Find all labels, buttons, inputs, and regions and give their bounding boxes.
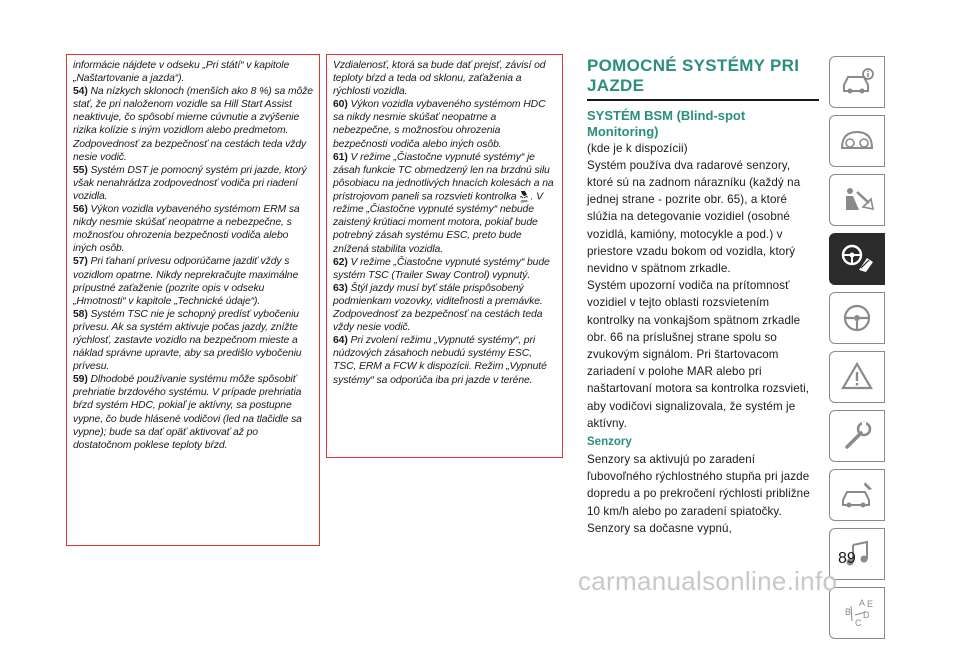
tab-safety[interactable] <box>829 174 885 226</box>
tab-dashboard[interactable] <box>829 115 885 167</box>
svg-text:A: A <box>859 598 866 608</box>
tab-service[interactable] <box>829 410 885 462</box>
warning-box-middle <box>326 54 563 458</box>
title-divider <box>587 99 819 101</box>
emergency-icon <box>839 360 875 394</box>
svg-text:E: E <box>867 599 874 609</box>
tab-driver-assist[interactable] <box>829 233 885 285</box>
section-title: POMOCNÉ SYSTÉMY PRI JAZDE <box>587 56 800 95</box>
watermark-text: carmanualsonline.info <box>578 566 838 596</box>
car-info-icon <box>839 65 875 99</box>
page-number: 89 <box>838 550 856 567</box>
paragraph-2: Systém upozorní vodiča na prítomnosť vozidiel v tejto oblasti rozsvietením kontrolky na vonkajšom spätnom zrkadle obr. 66 na príslušnej strane spolu so zvukovým signálom. Pri štartovacom zariadení v polohe MAR alebo pri naštartovaní motora sa kontrolka rozsvieti, aby vodičovi signalizovala, že systém je aktívny. <box>587 279 810 430</box>
svg-text:C: C <box>855 618 862 628</box>
tab-emergency[interactable] <box>829 351 885 403</box>
note-57: 57) Pri ťahaní prívesu odporúčame jazdiť vždy s vozidlom opatrne. Nikdy neprekračujte maximálne prípustné zaťaženie (pozrite opis v odseku „Hmotnosti“ v kapitole „Technické údaje“). <box>73 256 299 307</box>
svg-text:B: B <box>845 607 852 617</box>
index-icon <box>839 596 875 630</box>
note-59: 59) Dlhodobé používanie systému môže spôsobiť prehriatie brzdového systému. V prípade prehriatia bŕzd systém HDC, pokiaľ je aktívny, sa postupne vypne, čo bude hlásené vodičovi (led na tlačidle sa vypne); bude sa dať opäť aktivovať až po dostatočnom poklese teploty bŕzd. <box>73 374 302 451</box>
warning-box-left <box>66 54 320 546</box>
svg-text:OFF: OFF <box>520 199 527 203</box>
steering-wheel-icon <box>839 301 875 335</box>
note-intro: Vzdialenosť, ktorá sa bude dať prejsť, závisí od teploty bŕzd a teda od sklonu, zaťaženia a rýchlosti vozidla. <box>333 60 546 98</box>
paragraph-3: Senzory sa aktivujú po zaradení ľubovoľného rýchlostného stupňa pri jazde dopredu a po prekročení rýchlosti približne 10 km/h alebo po zaradení spiatočky. Senzory sa dočasne vypnú, <box>587 452 810 535</box>
tab-start-drive[interactable] <box>829 292 885 344</box>
availability-note: (kde je k dispozícii) <box>587 141 688 155</box>
note-58: 58) Systém TSC nie je schopný predísť vybočeniu prívesu. Ak sa systém aktivuje počas jazdy, znížte rýchlosť, zastavte vozidlo na bezpečnom mieste a náklad správne upravte, aby sa predišlo vybočeniu prívesu. <box>73 308 302 373</box>
esc-off-icon <box>519 190 529 203</box>
note-54: 54) Na nízkych sklonoch (menších ako 8 %) sa môže stať, že pri naloženom vozidle sa Hill Start Assist neaktivuje, čo spôsobí mierne cúvnutie a zvýšenie rizika kolízie s iným vozidlom alebo predmetom. Zodpovednosť za bezpečnosť na cestách teda vždy nesie vodič. <box>73 86 313 163</box>
paragraph-1: Systém používa dva radarové senzory, ktoré sú na zadnom nárazníku (každý na jednej strane - pozrite obr. 65), a ktoré slúžia na detegovanie vozidiel (osobné vozidlá, kamióny, motocykle a pod.) v priestore vzadu bokom od vozidla, ktorý nevidno v spätnom zrkadle. <box>587 158 801 275</box>
main-column <box>587 56 819 537</box>
tab-car-info[interactable] <box>829 56 885 108</box>
service-wrench-icon <box>839 419 875 453</box>
note-60: 60) Výkon vozidla vybaveného systémom HDC sa nikdy nesmie skúšať neopatrne a nebezpečne, s možnosťou ohrozenia bezpečnosti vodiča alebo iných osôb. <box>333 99 546 150</box>
note-61: 61) V režime „Čiastočne vypnuté systémy“ je zásah funkcie TC obmedzený len na brzdnú silu pôsobiacu na jednotlivých hnacích kolesách a na prístrojovom paneli sa rozsvieti kontrolka OFF . V režime „Čiastočne vypnuté systémy“ nebude zaistený krútiaci moment motora, pokiaľ bude potrebný zásah systému ESC, preto bude znížená stabilita vozidla. <box>333 151 554 255</box>
note-56: 56) Výkon vozidla vybaveného systémom ERM sa nikdy nesmie skúšať neopatrne a nebezpečne, s možnosťou ohrozenia bezpečnosti vodiča alebo iných osôb. <box>73 204 300 255</box>
dashboard-icon <box>839 124 875 158</box>
note-continued: informácie nájdete v odseku „Pri státí“ v kapitole „Naštartovanie a jazda“). <box>73 60 290 85</box>
technical-data-icon <box>839 478 875 512</box>
note-55: 55) Systém DST je pomocný systém pri jazde, ktorý však nenahrádza zodpovednosť vodiča pri riadení vozidla. <box>73 164 307 202</box>
svg-text:D: D <box>863 610 870 620</box>
note-63: 63) Štýl jazdy musí byť stále prispôsobený podmienkam vozovky, viditeľnosti a premávke. Zodpovednosť za bezpečnosť na cestách teda vždy nesie vodič. <box>333 282 543 334</box>
safety-icon <box>839 183 875 217</box>
tab-index[interactable] <box>829 587 885 639</box>
note-64: 64) Pri zvolení režimu „Vypnuté systémy“, pri núdzových zásahoch nebudú systémy ESC, TSC, ERM a FCW k dispozícii. Režim „Vypnuté systémy“ sa odporúča iba pri jazde v teréne. <box>333 335 547 386</box>
subsection-title: SYSTÉM BSM (Blind-spot Monitoring) <box>587 107 746 139</box>
sensors-heading: Senzory <box>587 435 632 448</box>
note-62: 62) V režime „Čiastočne vypnuté systémy“ bude systém TSC (Trailer Sway Control) vypnutý. <box>333 256 550 281</box>
driver-assist-icon <box>839 242 875 276</box>
tab-technical-data[interactable] <box>829 469 885 521</box>
